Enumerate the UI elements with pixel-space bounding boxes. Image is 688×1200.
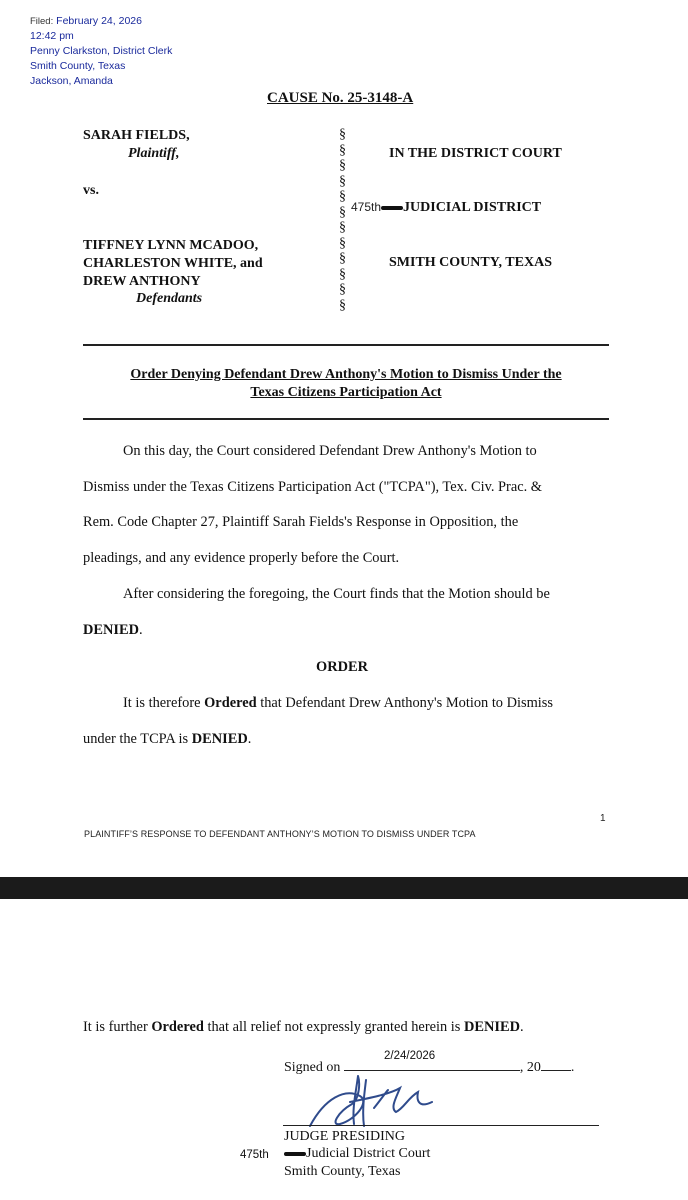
- further-order-line: [83, 1017, 524, 1037]
- period: .: [519, 1019, 524, 1035]
- section-mark: §: [339, 158, 346, 173]
- para2-line2: [83, 620, 143, 640]
- section-mark: §: [339, 204, 346, 220]
- versus: vs.: [83, 183, 99, 198]
- signed-year-blank: [541, 1056, 571, 1071]
- court-line-3: SMITH COUNTY, TEXAS: [389, 255, 552, 270]
- para1-line4: pleadings, and any evidence properly before the Court.: [83, 550, 400, 566]
- section-mark: §: [339, 142, 346, 158]
- court-line-1: IN THE DISTRICT COURT: [389, 146, 562, 161]
- filed-time: 12:42 pm: [30, 30, 74, 42]
- period: .: [138, 622, 143, 638]
- para1-line1: On this day, the Court considered Defendant Drew Anthony's Motion to: [123, 443, 537, 459]
- ordered-text: Ordered: [204, 695, 257, 711]
- defendant-1: TIFFNEY LYNN MCADOO,: [83, 238, 259, 253]
- signed-year-prefix: , 20: [519, 1060, 541, 1075]
- section-mark: §: [339, 251, 346, 266]
- further-post: that all relief not expressly granted herein is: [203, 1019, 464, 1035]
- section-mark: §: [339, 235, 346, 251]
- order-title: [83, 366, 609, 402]
- court-line-2: [351, 200, 541, 216]
- section-mark: §: [339, 282, 346, 297]
- defendants-role: Defendants: [136, 291, 203, 306]
- para1-line3: Rem. Code Chapter 27, Plaintiff Sarah Fields's Response in Opposition, the: [83, 514, 519, 530]
- section-mark: §: [339, 297, 346, 313]
- handwritten-court-number: 475th: [351, 200, 382, 214]
- redaction-strike: [284, 1149, 306, 1159]
- page-break-band: [0, 877, 688, 899]
- denied-text: DENIED: [191, 731, 248, 747]
- defendant-2: CHARLESTON WHITE, and: [83, 256, 263, 271]
- judge-court-line: [284, 1146, 430, 1162]
- signed-date: 2/24/2026: [384, 1050, 436, 1062]
- section-marks-column: [339, 127, 346, 313]
- page-number: 1: [600, 813, 606, 824]
- filed-date: February 24, 2026: [56, 15, 142, 27]
- plaintiff-role: Plaintiff,: [128, 146, 180, 161]
- para3-post: that Defendant Drew Anthony's Motion to Dismiss: [256, 695, 553, 711]
- order-title-line-1: Order Denying Defendant Drew Anthony's Motion to Dismiss Under the: [130, 367, 562, 382]
- period: .: [570, 1060, 575, 1075]
- order-title-line-2: Texas Citizens Participation Act: [250, 385, 442, 400]
- deputy-clerk: Jackson, Amanda: [30, 75, 113, 87]
- signature-line: [283, 1125, 599, 1126]
- judge-presiding-label: JUDGE PRESIDING: [284, 1129, 405, 1144]
- para1-line2: Dismiss under the Texas Citizens Participation Act ("TCPA"), Tex. Civ. Prac. &: [83, 479, 542, 495]
- section-mark: §: [339, 220, 346, 235]
- judicial-district-label: JUDICIAL DISTRICT: [403, 200, 542, 215]
- para3-line2-pre: under the TCPA is: [83, 731, 192, 747]
- order-heading: ORDER: [316, 659, 368, 675]
- district-clerk: Penny Clarkston, District Clerk: [30, 45, 173, 57]
- title-bottom-rule: [83, 418, 609, 420]
- judge-county: Smith County, Texas: [284, 1164, 401, 1179]
- signed-label: Signed on: [284, 1060, 341, 1075]
- page-footer: PLAINTIFF’S RESPONSE TO DEFENDANT ANTHONY’S MOTION TO DISMISS UNDER TCPA: [84, 829, 476, 839]
- denied-text: DENIED: [464, 1019, 520, 1035]
- plaintiff-name: SARAH FIELDS,: [83, 128, 190, 143]
- title-top-rule: [83, 344, 609, 346]
- judge-signature: [300, 1068, 450, 1138]
- clerk-county: Smith County, Texas: [30, 60, 126, 72]
- para3-pre: It is therefore: [123, 695, 205, 711]
- handwritten-court-number-2: 475th: [240, 1149, 269, 1161]
- period: .: [247, 731, 252, 747]
- defendant-3: DREW ANTHONY: [83, 274, 201, 289]
- para3-line2: [83, 729, 251, 749]
- section-mark: §: [339, 127, 346, 142]
- filed-stamp: [30, 14, 172, 89]
- redaction-strike: [381, 203, 403, 213]
- filed-label: Filed:: [30, 16, 54, 27]
- judge-court: Judicial District Court: [306, 1146, 431, 1161]
- para2-line1: After considering the foregoing, the Court finds that the Motion should be: [123, 586, 550, 602]
- section-mark: §: [339, 173, 346, 189]
- denied-text: DENIED: [83, 622, 139, 638]
- section-mark: §: [339, 266, 346, 282]
- cause-number: CAUSE No. 25-3148-A: [267, 90, 414, 106]
- section-mark: §: [339, 189, 346, 204]
- further-pre: It is further: [83, 1019, 152, 1035]
- para3-line1: [123, 693, 553, 713]
- ordered-text: Ordered: [151, 1019, 204, 1035]
